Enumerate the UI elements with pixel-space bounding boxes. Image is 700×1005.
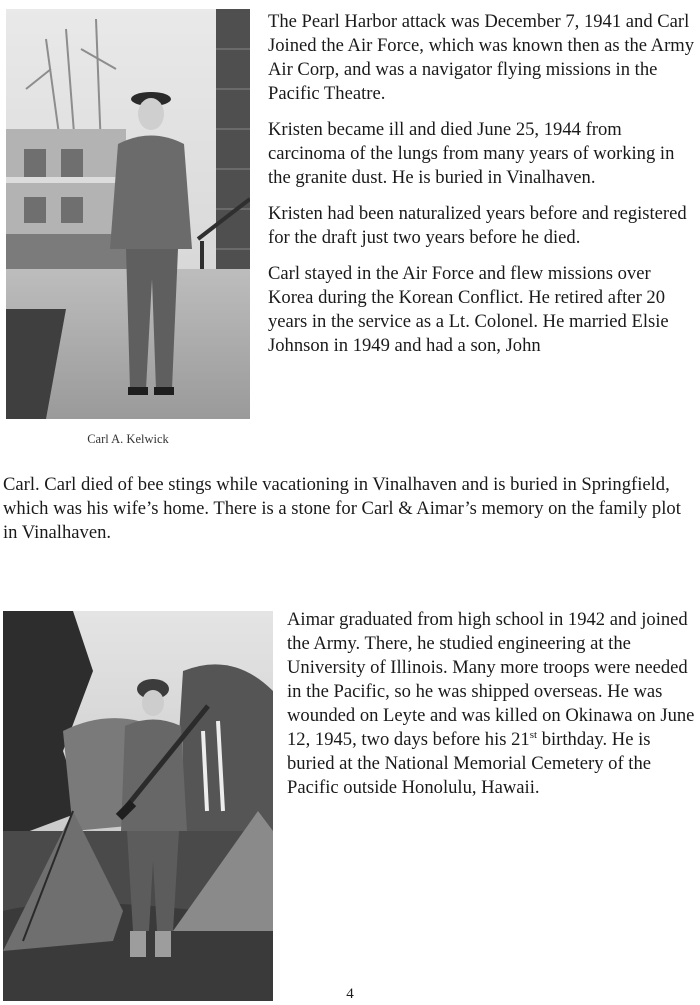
paragraph-aimar-text: Aimar graduated from high school in 1942 and joined the Army. There, he studied engineering at the University of Illinois. Many more troops were needed in the Pacific, so he was shipped overseas. He was wounded on Leyte and was killed on Okinawa on June 12, 1945, two days before his 21 [287, 609, 695, 750]
photo-caption: Carl A. Kelwick [87, 432, 169, 446]
paragraph: Kristen had been naturalized years before and registered for the draft just two years before he died. [268, 203, 687, 248]
ordinal-suffix: st [529, 728, 538, 741]
photo-carl-kelwick [6, 9, 250, 419]
text-block-top [268, 10, 698, 358]
photo-aimar-soldier [3, 611, 273, 1001]
paragraph: Carl stayed in the Air Force and flew missions over Korea during the Korean Conflict. He retired after 20 years in the service as a Lt. Colonel. He married Elsie Johnson in 1949 and had a son, John [268, 263, 669, 356]
photo-carl-kelwick-image [6, 9, 250, 419]
text-block-bottom [287, 608, 697, 800]
paragraph-aimar-text-end: birthday. He is buried at the National Memorial Cemetery of the Pacific outside Honolulu, Hawaii. [287, 729, 652, 798]
photo-aimar-soldier-image [3, 611, 273, 1001]
page-number: 4 [346, 986, 354, 1002]
paragraph: The Pearl Harbor attack was December 7, 1941 and Carl Joined the Air Force, which was known then as the Army Air Corp, and was a navigator flying missions in the Pacific Theatre. [268, 11, 695, 104]
paragraph: Kristen became ill and died June 25, 1944 from carcinoma of the lungs from many years of working in the granite dust. He is buried in Vinalhaven. [268, 119, 675, 188]
paragraph-continuation: Carl. Carl died of bee stings while vacationing in Vinalhaven and is buried in Springfield, which was his wife’s home. There is a stone for Carl & Aimar’s memory on the family plot in Vinalhaven. [3, 474, 681, 543]
